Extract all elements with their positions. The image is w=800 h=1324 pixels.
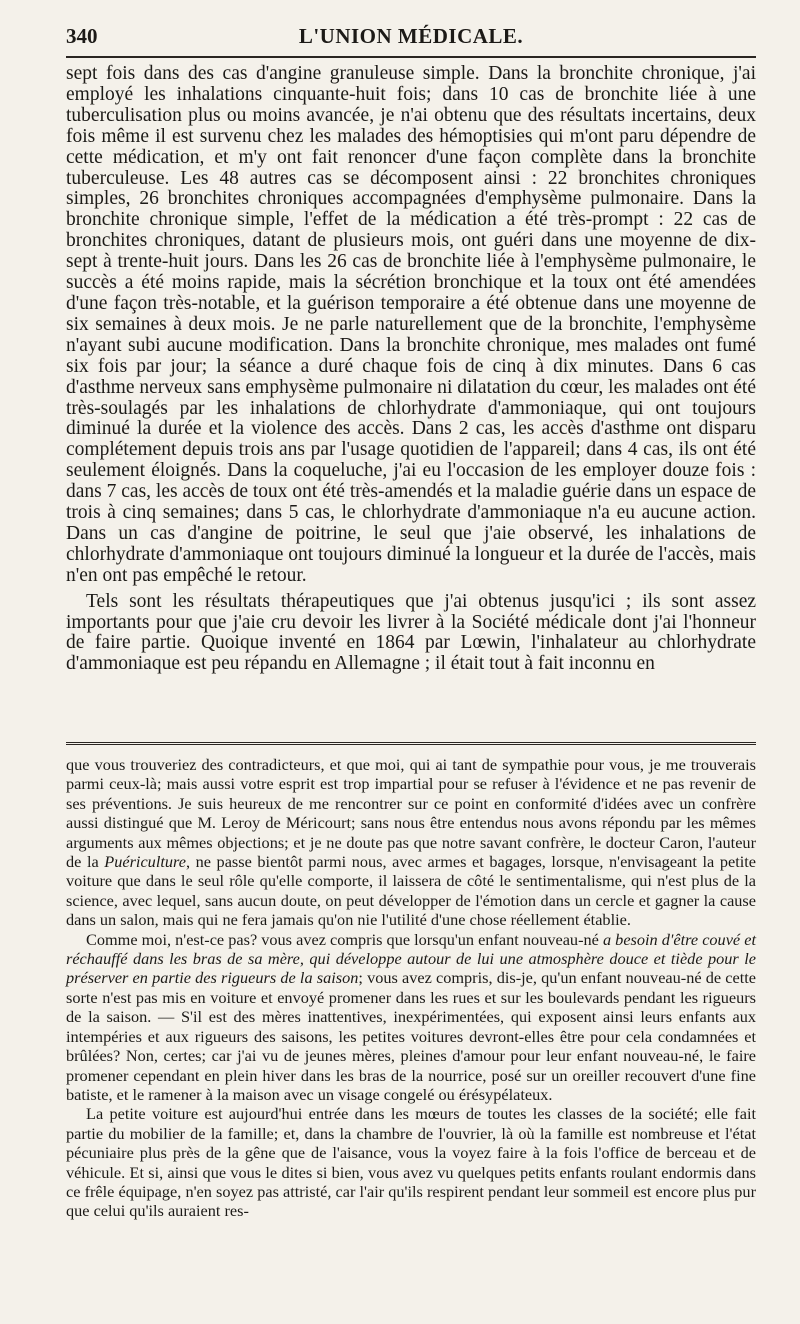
footnote-text (66, 755, 756, 1221)
note-text: Comme moi, n'est-ce pas? vous avez compris que lorsqu'un enfant nouveau-né (86, 929, 603, 949)
note-paragraph-3: La petite voiture est aujourd'hui entrée dans les mœurs de toutes les classes de la société; elle fait partie du mobilier de la famille; et, dans la chambre de l'ouvrier, là où la famille est nombreuse et l'état pécuniaire plus près de la gêne que de l'aisance, vous la voyez faire à la fois l'office de berceau et de véhicule. Et si, ainsi que vous le dites si bien, vous avez vu quelques petits enfants roulant endormis dans ce frêle équipage, n'en soyez pas attristé, car l'air qu'ils respirent pendant leur sommeil est encore plus pur que celui qu'ils auraient res- (66, 1104, 756, 1221)
note-italic-title: Puériculture (104, 852, 186, 872)
note-paragraph-2 (66, 930, 756, 1105)
footnote-separator (66, 742, 756, 745)
note-text: ; vous avez compris, dis-je, qu'un enfant nouveau-né de cette sorte n'est pas mis en voiture et envoyé promener dans les rues et sur les boulevards pendant les rigueurs de la saison. — S'il est des mères inattentives, inexpérimentées, qui exposent ainsi leurs enfants aux intempéries et aux rigueurs des saisons, les petites voitures devront-elles être pour cela condamnées et brûlées? Non, certes; car j'ai vu de jeunes mères, pleines d'amour pour leur enfant nouveau-né, le faire promener cependant en plein hiver dans les bras de la nourrice, posé sur un oreiller recouvert d'une fine batiste, et le ramener à la maison avec un visage congelé ou érésypélateux. (66, 968, 757, 1104)
page-number: 340 (66, 24, 98, 48)
note-text: que vous trouveriez des contradicteurs, et que moi, qui ai tant de sympathie pour vous, je me trouverais parmi ceux-là; mais aussi votre esprit est trop impartial pour se refuser à l'évidence et ne pas revenir de ses préventions. Je suis heureux de me rencontrer sur ce point en conformité d'idées avec un confrère aussi distingué que M. Leroy de Méricourt; sans nous être entendus nous avons répondu par les mêmes arguments aux mêmes objections; et je ne doute pas que notre savant confrère, le docteur Caron, l'auteur de la (66, 755, 756, 872)
paragraph-results: sept fois dans des cas d'angine granuleuse simple. Dans la bronchite chronique, j'ai employé les inhalations cinquante-huit fois; dans 10 cas de bronchite liée à une tuberculisation plus ou moins avancée, je n'ai obtenu que des résultats incertains, deux fois même il est survenu chez les malades des hémoptisies qui m'ont paru dépendre de cette médication, et m'y ont fait renoncer d'une façon complète dans la bronchite tuberculeuse. Les 48 autres cas se décomposent ainsi : 22 bronchites chroniques simples, 26 bronchites chroniques accompagnées d'emphysème pulmonaire. Dans la bronchite chronique simple, l'effet de la médication a été très-prompt : 22 cas de bronchites chroniques, datant de plusieurs mois, ont guéri dans une moyenne de dix-sept à trente-huit jours. Dans les 26 cas de bronchite liée à l'emphysème pulmonaire, le succès a été moins rapide, mais la sécrétion bronchique et la toux ont été amendées d'une façon très-notable, et la guérison temporaire a été obtenue dans une moyenne de six semaines à deux mois. Je ne parle naturellement que de la bronchite, l'emphysème n'ayant subi aucune modification. Dans la bronchite chronique, mes malades ont fumé six fois par jour; la séance a duré chaque fois de cinq à dix minutes. Dans 6 cas d'asthme nerveux sans emphysème pulmonaire ni dilatation du cœur, les malades ont été très-soulagés par les inhalations de chlorhydrate d'ammoniaque, qui ont toujours diminué la durée et la violence des accès. Dans 2 cas, les accès d'asthme ont disparu complétement depuis trois ans par l'usage quotidien de l'appareil; dans 4 cas, ils ont été seulement éloignés. Dans la coqueluche, j'ai eu l'occasion de les employer douze fois : dans 7 cas, les accès de toux ont été très-amendés et la maladie guérie dans un espace de trois à cinq semaines; dans 5 cas, le chlorhydrate d'ammoniaque n'a eu aucune action. Dans un cas d'angine de poitrine, le seul que j'aie observé, les inhalations de chlorhydrate d'ammoniaque ont toujours diminué la longueur et la durée de l'accès, mais n'en ont pas empêché le retour. (66, 63, 756, 586)
note-paragraph-1 (66, 755, 756, 930)
main-text (66, 64, 756, 675)
header-rule (66, 56, 756, 58)
journal-title: L'UNION MÉDICALE. (298, 24, 524, 48)
note-text: , ne passe bientôt parmi nous, avec armes et bagages, lorsque, n'envisageant la petite voiture que dans le seul rôle qu'elle comporte, il laissera de côté le sentimentalisme, qui n'est plus de la science, avec lequel, sans aucun doute, on peut développer de l'émotion dans un cercle et gagner la cause dans un salon, mais qui ne fera jamais qu'on nie l'utilité d'une chose réellement établie. (66, 852, 756, 930)
running-header (66, 20, 756, 52)
paragraph-conclusion: Tels sont les résultats thérapeutiques que j'ai obtenus jusqu'ici ; ils sont assez importants pour que j'aie cru devoir les livrer à la Société médicale dont j'ai l'honneur de faire partie. Quoique inventé en 1864 par Lœwin, l'inhalateur au chlorhydrate d'ammoniaque est peu répandu en Allemagne ; il était tout à fait inconnu en (66, 590, 756, 675)
note-italic-quote: a besoin d'être couvé et réchauffé dans les bras de sa mère, qui développe autour de lui une atmosphère douce et tiède pour le préserver en partie des rigueurs de la saison (66, 929, 756, 988)
